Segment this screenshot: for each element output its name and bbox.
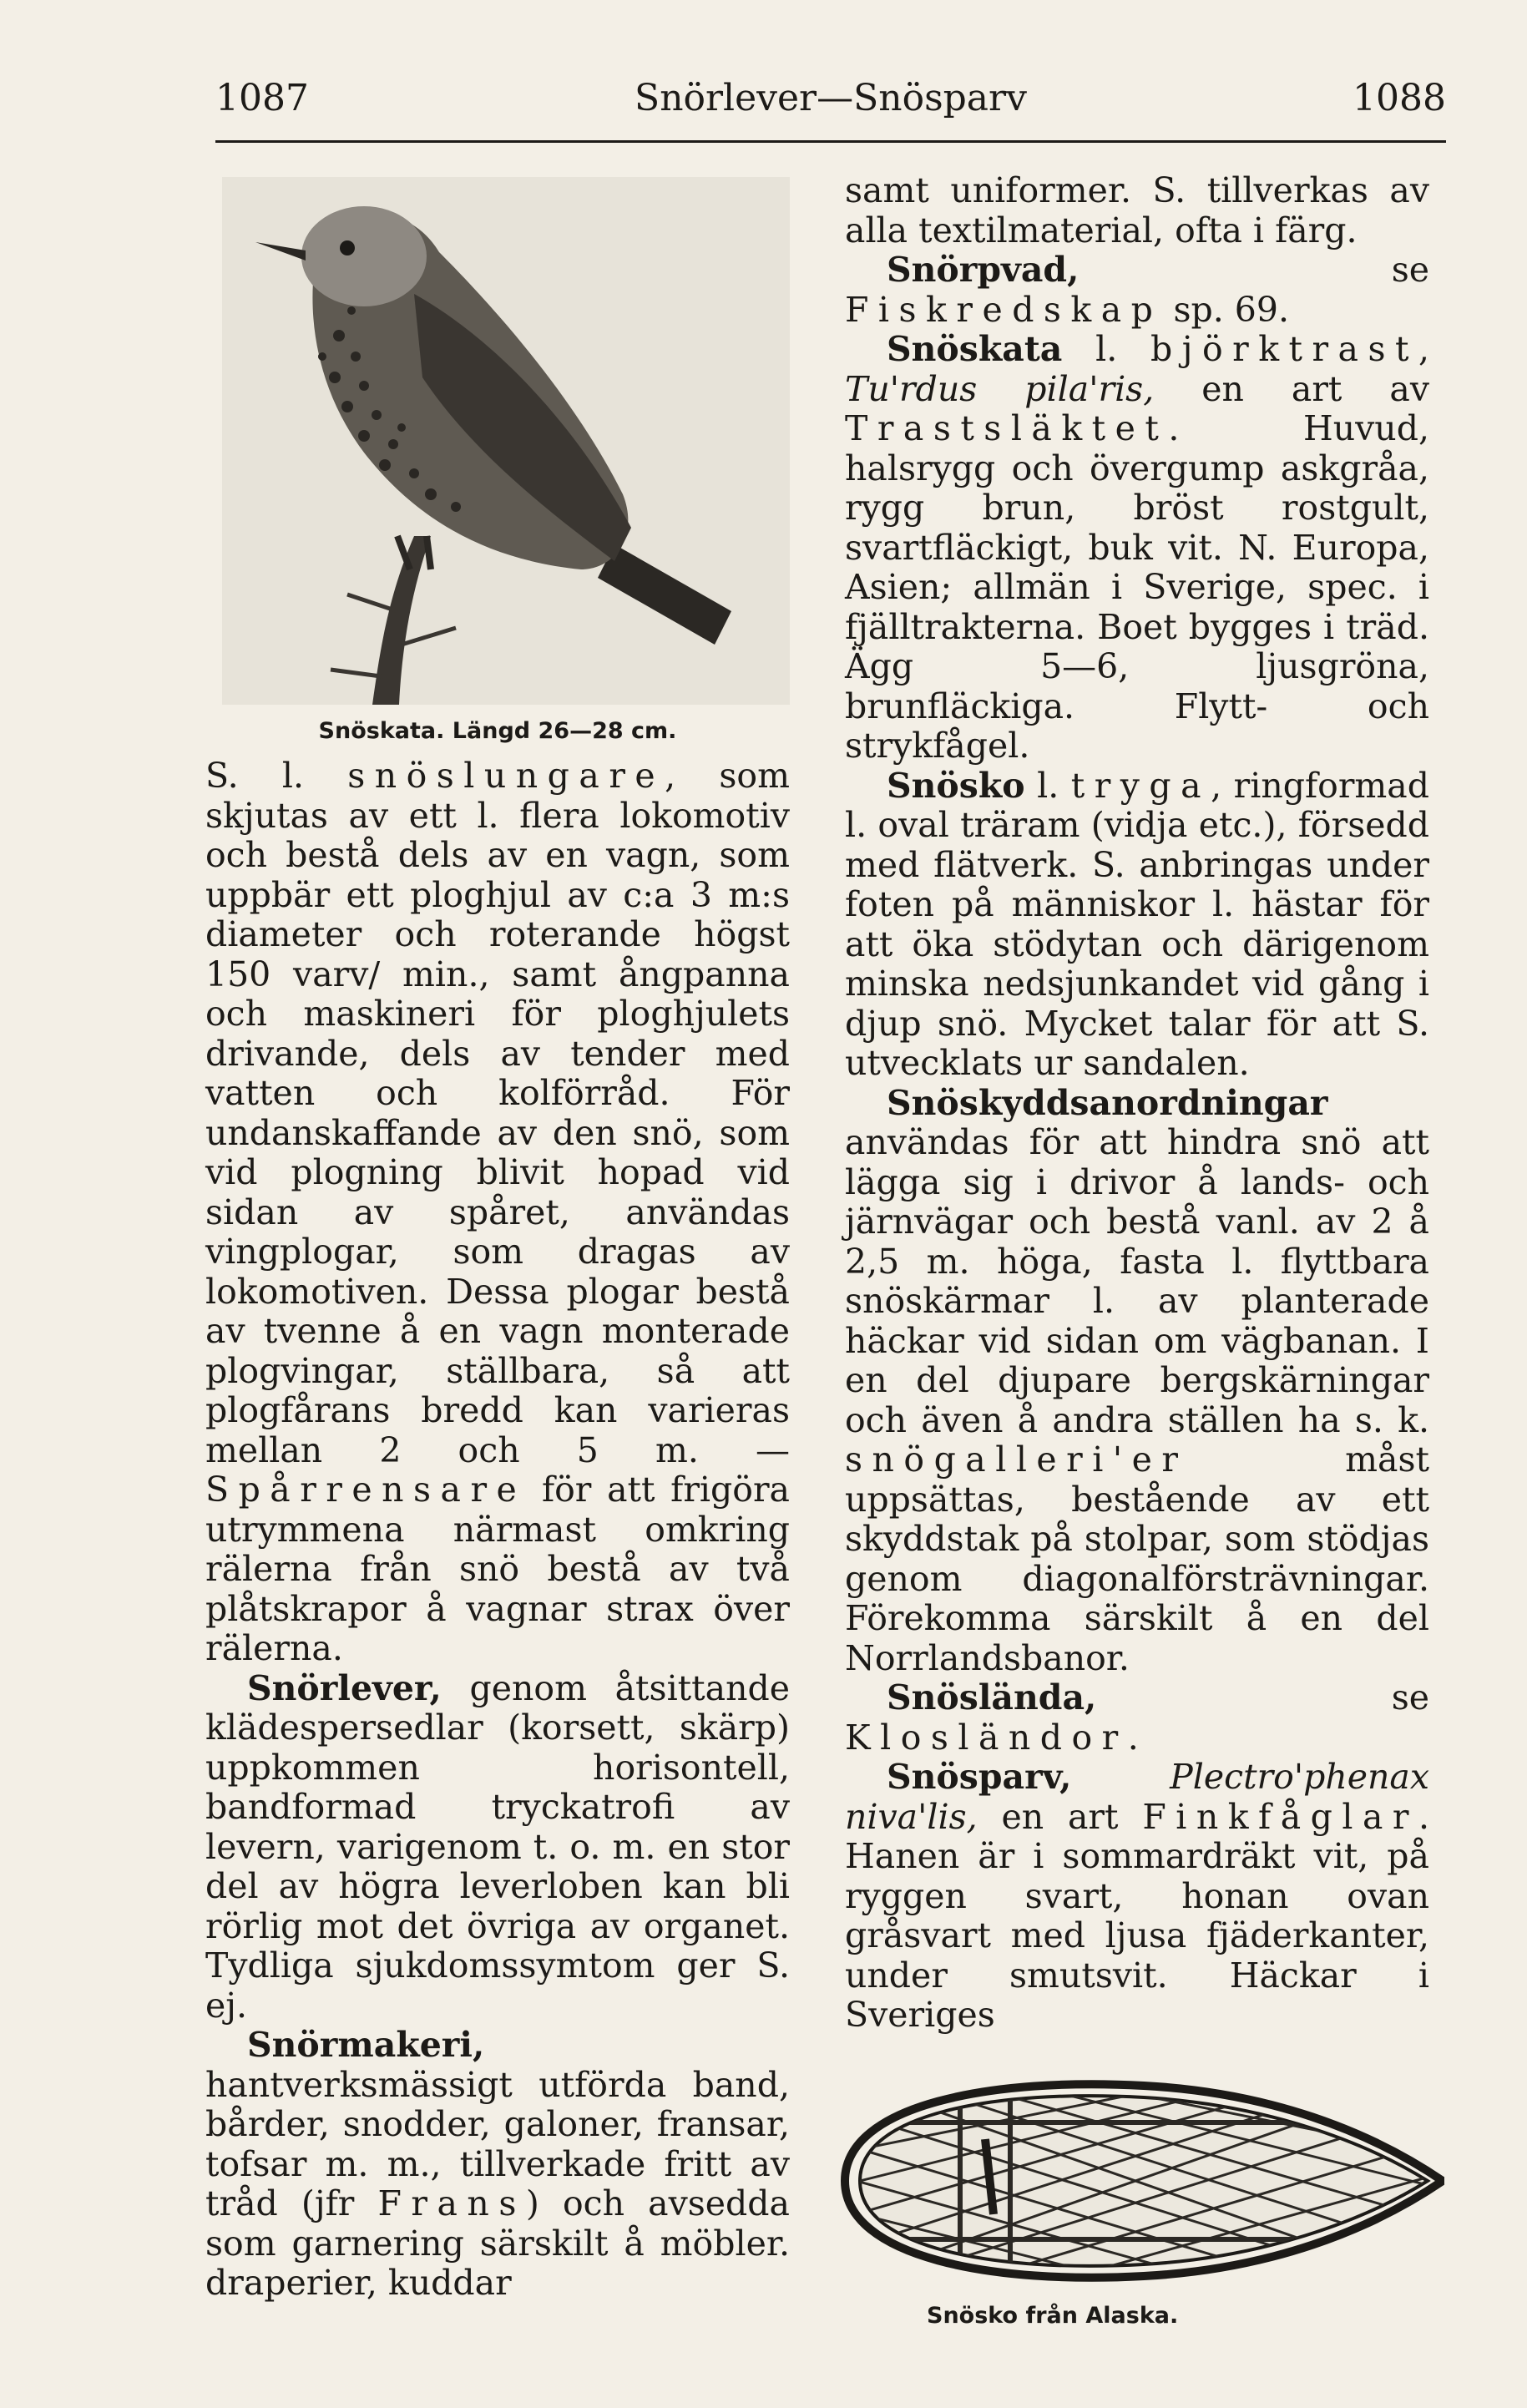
latin-name: Tu'rdus pila'ris,: [845, 368, 1155, 409]
entry-headword: Snösko: [887, 765, 1025, 806]
spaced-term: tryga: [1070, 765, 1211, 806]
text: måst uppsättas, bestående av ett skyddstak på stolpar, som stödjas genom diagonalförsträvningar. Förekomma särskilt å en del Norrlandsbanor.: [845, 1439, 1429, 1678]
text: , ringformad l. oval träram (vidja etc.), försedd med flätverk. S. anbringas under foten på människor l. hästar för att öka stödytan och därigenom minska nedsjunkandet vid gång i djup snö. Mycket talar för att S. utvecklats ur sandalen.: [845, 765, 1429, 1083]
snowshoe-figure: [827, 2072, 1444, 2329]
entry-snormakeri: [205, 2026, 790, 2304]
text: l.: [1024, 765, 1071, 806]
text: se: [1079, 250, 1429, 290]
text: . Hanen är i sommardräkt vit, på ryggen svart, honan ovan gråsvart med ljusa fjäderkanter, under smutsvit. Häckar i Sveriges: [845, 1796, 1429, 2035]
text: ) och avsedda som garnering särskilt å möbler. draperier, kuddar: [205, 2183, 790, 2303]
left-column: [205, 167, 790, 2304]
text: se: [1096, 1677, 1429, 1717]
spaced-term: björktrast: [1150, 329, 1418, 369]
entry-snorlever: [205, 1669, 790, 2026]
page-number-left: 1087: [215, 77, 309, 119]
text: för att frigöra utrymmena närmast omkring rälerna från snö bestå av två plåtskrapor å vagnar strax över rälerna.: [205, 1470, 790, 1668]
text: ,: [1418, 329, 1429, 369]
snowshoe-caption: Snösko från Alaska.: [927, 2302, 1179, 2329]
text: användas för att hindra snö att lägga sig i drivor å lands- och järnvägar och bestå vanl. av 2 å 2,5 m. höga, fasta l. flyttbara snöskärmar l. av planterade häckar vid sidan om vägbanan. I en del djupare bergskärningar och även å andra ställen ha s. k.: [845, 1122, 1429, 1440]
entry-headword: Snörpvad,: [887, 250, 1080, 290]
text: , som skjutas av ett l. flera lokomotiv och bestå dels av en vagn, som uppbär ett ploghjul av c:a 3 m:s diameter och roterande högst 150 varv/ min., samt ångpanna och maskineri för ploghjulets drivande, dels av tender med vatten och kolförråd. För undanskaffande av den snö, som vid plogning blivit hopad vid sidan av spåret, användas vingplogar, som dragas av lokomotiven. Dessa plogar bestå av tvenne å en vagn monterade plogvingar, ställbara, så att plogfårans bredd kan varieras mellan 2 och 5 m. —: [205, 756, 790, 1470]
entry-snosko: [845, 766, 1429, 1084]
text: en art: [977, 1796, 1143, 1837]
entry-headword: Snörmakeri,: [247, 2025, 485, 2065]
entry-headword: Snöskyddsanordningar: [887, 1082, 1328, 1123]
latin-name: Plectro'phenax niva'lis,: [845, 1757, 1429, 1837]
text: . Huvud, halsrygg och övergump askgråa, rygg brun, bröst rostgult, svartfläckigt, buk vit. N. Europa, Asien; allmän i Sverige, spec. i fjälltrakterna. Boet bygges i träd. Ägg 5—6, ljusgröna, brunfläckiga. Flytt- och strykfågel.: [845, 408, 1429, 766]
spaced-term: Klosländor: [845, 1717, 1128, 1758]
bird-figure: [205, 177, 790, 744]
left-text: [205, 756, 790, 2304]
entry-snoskyddsanordningar: [845, 1084, 1429, 1679]
entry-snosparv: [845, 1758, 1429, 2036]
text: hantverksmässigt utförda band, bårder, snodder, galoner, fransar, tofsar m. m., tillverkade fritt av tråd (jfr: [205, 2064, 790, 2223]
header-rule: [215, 140, 1446, 143]
text: en art av: [1154, 368, 1429, 409]
text: l.: [1062, 329, 1151, 369]
fieldfare-illustration: [222, 177, 790, 705]
running-title: Snörlever—Snösparv: [635, 77, 1027, 119]
text: .: [1127, 1717, 1139, 1758]
text: genom åtsittande klädespersedlar (korsett, skärp) uppkommen horisontell, bandformad tryckatrofi av levern, varigenom t. o. m. en stor del av högra leverloben kan bli rörlig mot det övriga av organet. Tydliga sjukdomssymtom ger S. ej.: [205, 1667, 790, 2026]
entry-snoskata: [845, 330, 1429, 766]
text: S. l.: [205, 756, 348, 796]
paragraph-snoplog: [205, 756, 790, 1669]
spaced-term: snöslungare: [347, 756, 665, 796]
spaced-term: Finkfåglar: [1142, 1796, 1418, 1837]
entry-headword: Snöskata: [887, 329, 1063, 369]
spaced-term: Fiskredskap: [845, 289, 1163, 330]
text: sp. 69.: [1162, 289, 1290, 330]
spaced-term: Spårrensare: [205, 1470, 527, 1510]
snowshoe-illustration: [827, 2072, 1444, 2289]
page-number-right: 1088: [1353, 77, 1446, 119]
entry-headword: Snösparv,: [887, 1757, 1072, 1797]
entry-headword: Snöslända,: [887, 1677, 1097, 1717]
paragraph-continued: samt uniformer. S. tillverkas av alla textilmaterial, ofta i färg.: [845, 170, 1429, 250]
page-header: [215, 77, 1446, 135]
entry-headword: Snörlever,: [247, 1667, 442, 1708]
entry-snoslanda: [845, 1678, 1429, 1758]
spaced-term: Trastsläktet: [845, 408, 1169, 448]
entry-snorpvad: [845, 250, 1429, 330]
spaced-term: snögalleri'er: [845, 1439, 1188, 1480]
right-column: [845, 170, 1429, 2329]
spaced-term: Frans: [377, 2183, 526, 2223]
bird-caption: Snöskata. Längd 26—28 cm.: [318, 718, 677, 744]
